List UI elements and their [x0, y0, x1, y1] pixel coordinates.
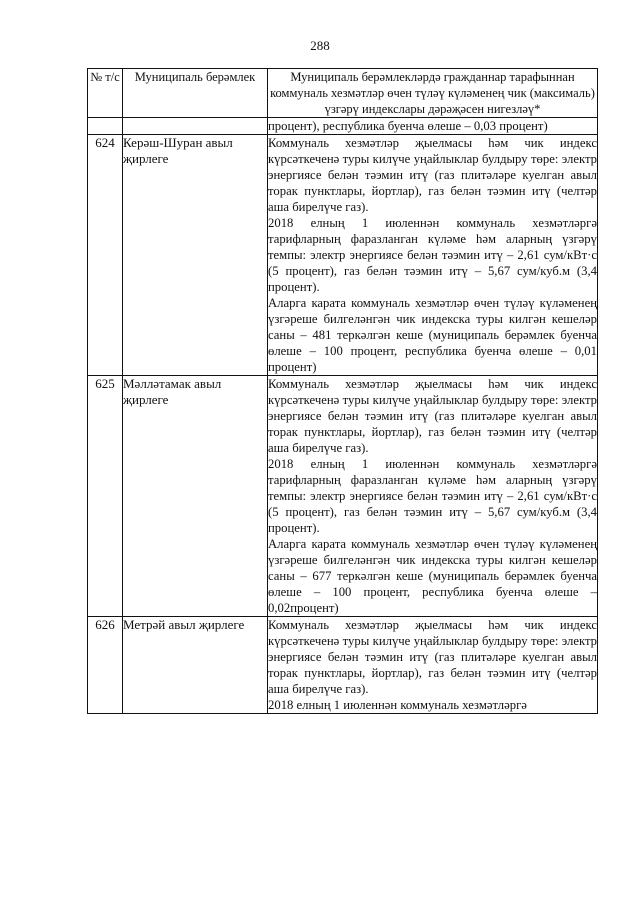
continuation-municipality	[123, 118, 268, 135]
table-header-row	[88, 69, 598, 118]
continuation-description	[268, 118, 598, 135]
header-description: Муниципаль берәмлекләрдә гражданнар тарафыннан коммуналь хезмәтләр өчен түләү күләменең чик (максималь) үзгәрү индекслары дәрәҗәсен нигезләү*	[268, 69, 598, 118]
continuation-text: процент), республика буенча өлеше – 0,03 процент)	[268, 119, 548, 133]
row-num: 626	[88, 617, 123, 714]
table-row	[88, 135, 598, 376]
continuation-row	[88, 118, 598, 135]
table-row	[88, 617, 598, 714]
row-description	[268, 376, 598, 617]
header-num: № т/с	[88, 69, 123, 118]
row-paragraph: Аларга карата коммуналь хезмәтләр өчен түләү күләменең үзгәреше билгеләнгән чик индекска туры килгән кешеләр саны – 677 теркәлгән кеше (муниципаль берәмлек буенча өлеше – 100 процент, республика буенча өлеше – 0,02процент)	[268, 537, 597, 615]
row-paragraph: 2018 елның 1 июленнән коммуналь хезмәтләргә тарифларның фаразланган күләме һәм аларның үзгәрү темпы: электр энергиясе белән тәэмин итү – 2,61 сум/кВт·с (5 процент), газ белән тәэмин итү – 5,67 сум/куб.м (3,4 процент).	[268, 457, 597, 535]
row-num: 625	[88, 376, 123, 617]
row-num: 624	[88, 135, 123, 376]
indices-table	[87, 68, 598, 714]
row-description	[268, 617, 598, 714]
page-number: 288	[310, 38, 330, 53]
row-paragraph: Коммуналь хезмәтләр җыелмасы һәм чик индекс күрсәткеченә туры килүче уңайлыклар булдыру төре: электр энергиясе белән тәэмин итү (газ плитәләре куелган авыл торак пунктлары, йортлар), газ белән тәэмин итү (челтәр аша бирелүче газ).	[268, 618, 597, 696]
table-row	[88, 376, 598, 617]
row-paragraph: Коммуналь хезмәтләр җыелмасы һәм чик индекс күрсәткеченә туры килүче уңайлыклар булдыру төре: электр энергиясе белән тәэмин итү (газ плитәләре куелган авыл торак пунктлары, йортлар), газ белән тәэмин итү (челтәр аша бирелүче газ).	[268, 377, 597, 455]
row-paragraph: 2018 елның 1 июленнән коммуналь хезмәтләргә тарифларның фаразланган күләме һәм аларның үзгәрү темпы: электр энергиясе белән тәэмин итү – 2,61 сум/кВт·с (5 процент), газ белән тәэмин итү – 5,67 сум/куб.м (3,4 процент).	[268, 216, 597, 294]
header-municipality: Муниципаль берәмлек	[123, 69, 268, 118]
row-municipality: Метрәй авыл җирлеге	[123, 617, 268, 714]
row-municipality: Керәш-Шуран авыл җирлеге	[123, 135, 268, 376]
row-description	[268, 135, 598, 376]
row-paragraph: Коммуналь хезмәтләр җыелмасы һәм чик индекс күрсәткеченә туры килүче уңайлыклар булдыру төре: электр энергиясе белән тәэмин итү (газ плитәләре куелган авыл торак пунктлары, йортлар), газ белән тәэмин итү (челтәр аша бирелүче газ).	[268, 136, 597, 214]
row-paragraph: Аларга карата коммуналь хезмәтләр өчен түләү күләменең үзгәреше билгеләнгән чик индекска туры килгән кешеләр саны – 481 теркәлгән кеше (муниципаль берәмлек буенча өлеше – 100 процент, республика буенча өлеше – 0,01 процент)	[268, 296, 597, 374]
row-municipality: Мәлләтамак авыл җирлеге	[123, 376, 268, 617]
continuation-num	[88, 118, 123, 135]
row-paragraph: 2018 елның 1 июленнән коммуналь хезмәтләргә	[268, 698, 527, 712]
